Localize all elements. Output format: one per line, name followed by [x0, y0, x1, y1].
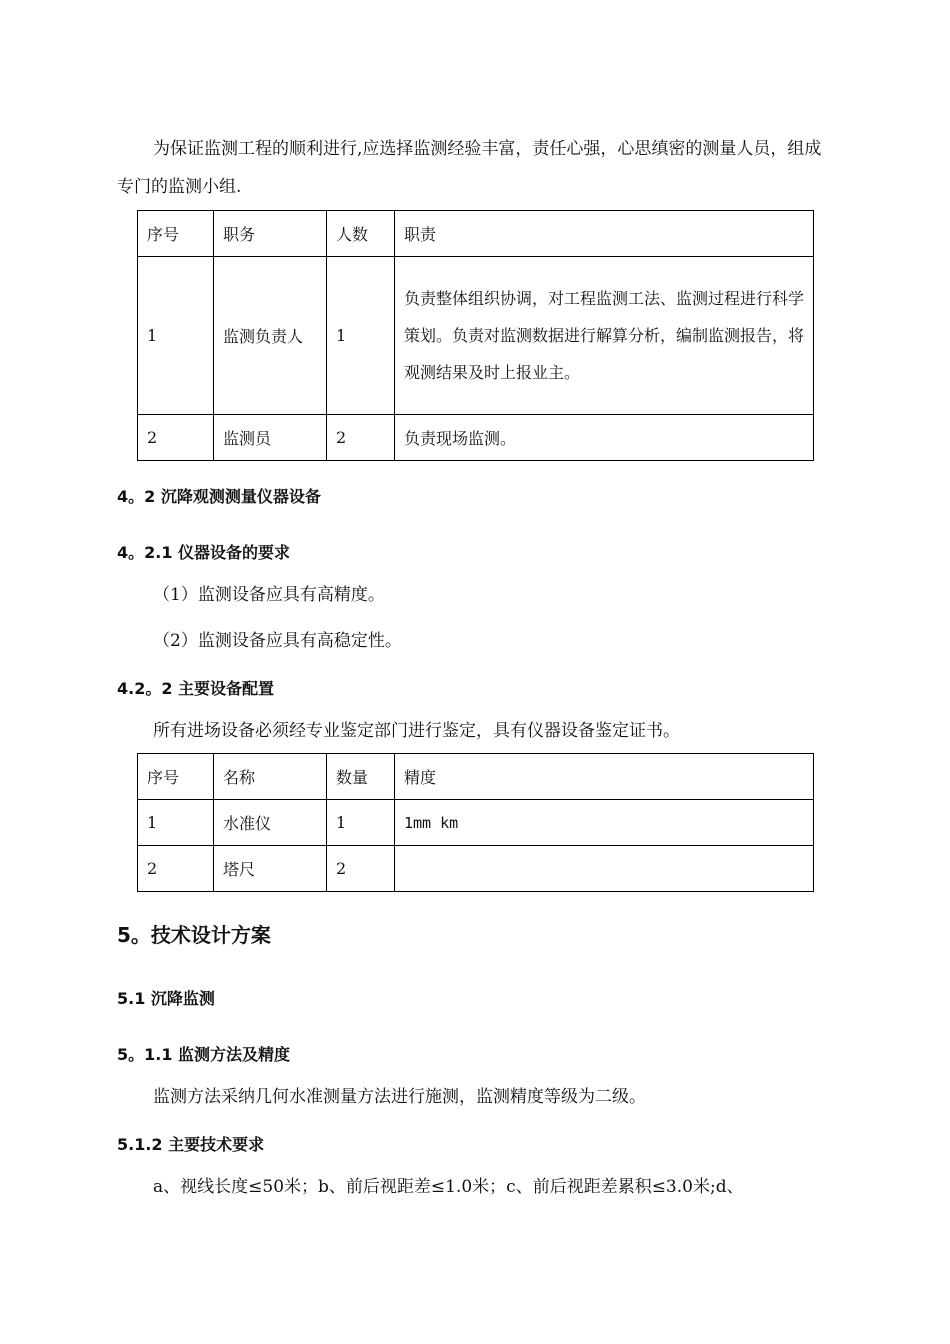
table-header-cell: 职务 [214, 211, 327, 257]
table-cell: 监测员 [214, 415, 327, 461]
requirement-item: （1）监测设备应具有高精度。 [153, 585, 385, 605]
table-header-cell: 名称 [214, 754, 327, 800]
table-cell: 2 [327, 846, 395, 892]
table-header-cell: 精度 [395, 754, 814, 800]
table-header-cell: 职责 [395, 211, 814, 257]
table-cell: 塔尺 [214, 846, 327, 892]
table-header-row [138, 754, 814, 800]
table-row [138, 415, 814, 461]
table-cell: 监测负责人 [214, 257, 327, 415]
section-heading-4-2-2: 4.2。2 主要设备配置 [117, 679, 275, 698]
table-cell: 负责现场监测。 [395, 415, 814, 461]
table-row [138, 257, 814, 415]
table-header-cell: 序号 [138, 754, 214, 800]
tech-requirements: a、视线长度≤50米；b、前后视距差≤1.0米；c、前后视距差累积≤3.0米;d、 [153, 1177, 744, 1197]
section-heading-4-2: 4。2 沉降观测测量仪器设备 [117, 487, 321, 506]
table-row [138, 800, 814, 846]
table-cell [395, 846, 814, 892]
table-header-cell: 人数 [327, 211, 395, 257]
table-cell: 1mm km [395, 800, 814, 846]
section-heading-5-1-2: 5.1.2 主要技术要求 [117, 1135, 265, 1154]
equipment-intro: 所有进场设备必须经专业鉴定部门进行鉴定，具有仪器设备鉴定证书。 [153, 721, 680, 741]
table-header-cell: 数量 [327, 754, 395, 800]
section-heading-5-1-1: 5。1.1 监测方法及精度 [117, 1045, 291, 1064]
table-header-row [138, 211, 814, 257]
section-heading-5-1: 5.1 沉降监测 [117, 989, 215, 1008]
table-cell: 水准仪 [214, 800, 327, 846]
intro-paragraph: 为保证监测工程的顺利进行,应选择监测经验丰富，责任心强，心思缜密的测量人员，组成专门的监测小组. [117, 139, 822, 197]
section-heading-4-2-1: 4。2.1 仪器设备的要求 [117, 543, 291, 562]
table-cell: 负责整体组织协调，对工程监测工法、监测过程进行科学策划。负责对监测数据进行解算分析，编制监测报告，将观测结果及时上报业主。 [395, 257, 814, 415]
staff-table [137, 210, 814, 461]
table-cell: 1 [327, 800, 395, 846]
table-cell: 1 [327, 257, 395, 415]
table-header-cell: 序号 [138, 211, 214, 257]
table-cell: 2 [327, 415, 395, 461]
table-cell: 1 [138, 257, 214, 415]
table-cell: 2 [138, 415, 214, 461]
table-row [138, 846, 814, 892]
table-cell: 2 [138, 846, 214, 892]
table-cell: 1 [138, 800, 214, 846]
section-heading-5: 5。技术设计方案 [117, 923, 271, 947]
requirement-item: （2）监测设备应具有高稳定性。 [153, 631, 402, 651]
equipment-table [137, 753, 814, 892]
method-paragraph: 监测方法采纳几何水准测量方法进行施测，监测精度等级为二级。 [153, 1087, 646, 1107]
